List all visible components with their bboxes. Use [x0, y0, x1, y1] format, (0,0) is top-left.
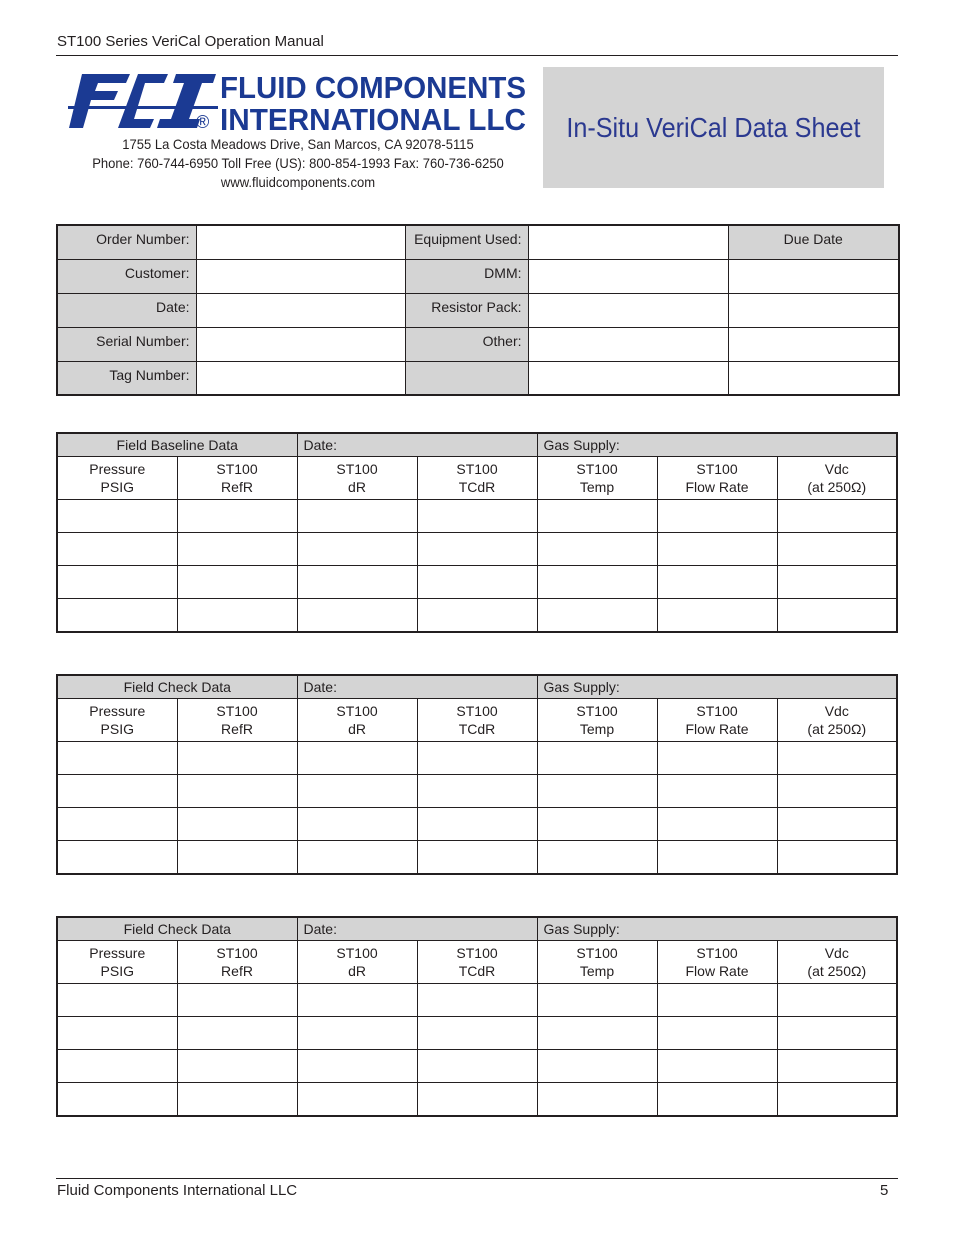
col-header-tcdr: ST100 TCdR — [417, 699, 537, 742]
section-title: Field Check Data — [57, 917, 297, 941]
data-cell[interactable] — [657, 984, 777, 1017]
data-cell[interactable] — [657, 808, 777, 841]
data-cell[interactable] — [777, 984, 897, 1017]
table-row — [57, 984, 897, 1017]
data-cell[interactable] — [417, 1083, 537, 1117]
col-header-pressure: Pressure PSIG — [57, 457, 177, 500]
section-gas-supply-label[interactable]: Gas Supply: — [537, 917, 897, 941]
logo-name-line2: INTERNATIONAL LLC — [220, 102, 526, 132]
data-cell[interactable] — [57, 533, 177, 566]
data-cell[interactable] — [297, 566, 417, 599]
data-cell[interactable] — [537, 808, 657, 841]
data-cell[interactable] — [657, 500, 777, 533]
company-address: 1755 La Costa Meadows Drive, San Marcos, CA 92078-5115 — [122, 136, 474, 152]
col-header-dr: ST100 dR — [297, 457, 417, 500]
field-check-data-table-1 — [56, 674, 898, 875]
data-cell[interactable] — [177, 808, 297, 841]
company-phone: Phone: 760-744-6950 Toll Free (US): 800-854-1993 Fax: 760-736-6250 — [92, 155, 504, 171]
data-cell[interactable] — [777, 775, 897, 808]
section-date-label[interactable]: Date: — [297, 917, 537, 941]
data-cell[interactable] — [297, 1017, 417, 1050]
col-header-dr: ST100 dR — [297, 699, 417, 742]
resistor-pack-label: Resistor Pack: — [405, 293, 528, 327]
data-cell[interactable] — [537, 1017, 657, 1050]
data-cell[interactable] — [657, 1050, 777, 1083]
col-header-refr: ST100 RefR — [177, 699, 297, 742]
data-cell[interactable] — [177, 500, 297, 533]
table-row — [57, 1083, 897, 1117]
data-cell[interactable] — [297, 599, 417, 633]
data-cell[interactable] — [417, 841, 537, 875]
data-cell[interactable] — [777, 1083, 897, 1117]
col-header-temp: ST100 Temp — [537, 457, 657, 500]
table-row — [57, 841, 897, 875]
col-header-temp: ST100 Temp — [537, 699, 657, 742]
data-cell[interactable] — [777, 1017, 897, 1050]
data-cell[interactable] — [57, 1017, 177, 1050]
data-cell[interactable] — [177, 1050, 297, 1083]
fci-logo — [68, 70, 530, 132]
data-cell[interactable] — [57, 984, 177, 1017]
data-cell[interactable] — [777, 533, 897, 566]
field-check-data-table-2 — [56, 916, 898, 1117]
order-info-table — [56, 224, 900, 396]
data-cell[interactable] — [177, 599, 297, 633]
data-cell[interactable] — [657, 775, 777, 808]
blank-label-cell — [405, 361, 528, 395]
data-cell[interactable] — [177, 841, 297, 875]
other-label: Other: — [405, 327, 528, 361]
section-gas-supply-label[interactable]: Gas Supply: — [537, 433, 897, 457]
dmm-due-date-field[interactable] — [728, 259, 899, 293]
company-website: www.fluidcomponents.com — [220, 174, 376, 190]
data-cell[interactable] — [417, 742, 537, 775]
col-header-vdc: Vdc (at 250Ω) — [777, 457, 897, 500]
data-cell[interactable] — [417, 984, 537, 1017]
col-header-dr: ST100 dR — [297, 941, 417, 984]
data-cell[interactable] — [177, 775, 297, 808]
data-cell[interactable] — [537, 533, 657, 566]
tag-number-label: Tag Number: — [57, 361, 196, 395]
data-cell[interactable] — [537, 841, 657, 875]
data-cell[interactable] — [657, 742, 777, 775]
table-row — [57, 742, 897, 775]
data-cell[interactable] — [777, 566, 897, 599]
section-date-label[interactable]: Date: — [297, 433, 537, 457]
equipment-used-field[interactable] — [528, 225, 728, 259]
dmm-label: DMM: — [405, 259, 528, 293]
data-cell[interactable] — [537, 1050, 657, 1083]
data-cell[interactable] — [537, 1083, 657, 1117]
company-contact — [84, 135, 512, 192]
data-cell[interactable] — [417, 500, 537, 533]
serial-number-field[interactable] — [196, 327, 405, 361]
col-header-tcdr: ST100 TCdR — [417, 941, 537, 984]
order-number-label: Order Number: — [57, 225, 196, 259]
section-title: Field Baseline Data — [57, 433, 297, 457]
data-cell[interactable] — [537, 742, 657, 775]
blank-equipment-field[interactable] — [528, 361, 728, 395]
due-date-header: Due Date — [728, 225, 899, 259]
equipment-used-label: Equipment Used: — [405, 225, 528, 259]
col-header-flow-rate: ST100 Flow Rate — [657, 699, 777, 742]
data-cell[interactable] — [297, 775, 417, 808]
data-cell[interactable] — [297, 500, 417, 533]
data-cell[interactable] — [297, 1083, 417, 1117]
data-cell[interactable] — [177, 566, 297, 599]
running-header: ST100 Series VeriCal Operation Manual — [57, 33, 324, 50]
col-header-vdc: Vdc (at 250Ω) — [777, 941, 897, 984]
logo-registered-mark: ® — [196, 112, 210, 132]
data-cell[interactable] — [177, 1083, 297, 1117]
data-cell[interactable] — [417, 1050, 537, 1083]
data-cell[interactable] — [537, 984, 657, 1017]
data-cell[interactable] — [57, 500, 177, 533]
data-cell[interactable] — [297, 533, 417, 566]
customer-field[interactable] — [196, 259, 405, 293]
col-header-pressure: Pressure PSIG — [57, 941, 177, 984]
col-header-pressure: Pressure PSIG — [57, 699, 177, 742]
col-header-temp: ST100 Temp — [537, 941, 657, 984]
table-row — [57, 566, 897, 599]
customer-label: Customer: — [57, 259, 196, 293]
data-cell[interactable] — [777, 599, 897, 633]
data-cell[interactable] — [777, 808, 897, 841]
col-header-refr: ST100 RefR — [177, 941, 297, 984]
dmm-field[interactable] — [528, 259, 728, 293]
table-row — [57, 500, 897, 533]
data-cell[interactable] — [57, 742, 177, 775]
data-cell[interactable] — [177, 533, 297, 566]
section-gas-supply-label[interactable]: Gas Supply: — [537, 675, 897, 699]
footer-rule — [56, 1178, 898, 1179]
table-row — [57, 1050, 897, 1083]
data-cell[interactable] — [177, 984, 297, 1017]
data-cell[interactable] — [657, 533, 777, 566]
table-row — [57, 808, 897, 841]
data-cell[interactable] — [417, 533, 537, 566]
tag-number-field[interactable] — [196, 361, 405, 395]
data-cell[interactable] — [57, 1050, 177, 1083]
data-cell[interactable] — [297, 1050, 417, 1083]
resistor-pack-due-date-field[interactable] — [728, 293, 899, 327]
document-title: In-Situ VeriCal Data Sheet — [566, 111, 861, 143]
col-header-tcdr: ST100 TCdR — [417, 457, 537, 500]
footer-company: Fluid Components International LLC — [57, 1182, 298, 1199]
table-row — [57, 533, 897, 566]
header-rule — [56, 55, 898, 56]
data-cell[interactable] — [417, 599, 537, 633]
col-header-refr: ST100 RefR — [177, 457, 297, 500]
data-cell[interactable] — [297, 841, 417, 875]
data-cell[interactable] — [777, 1050, 897, 1083]
table-row — [57, 599, 897, 633]
blank-due-date-field[interactable] — [728, 361, 899, 395]
data-cell[interactable] — [297, 808, 417, 841]
page-number: 5 — [880, 1182, 889, 1199]
section-title: Field Check Data — [57, 675, 297, 699]
col-header-vdc: Vdc (at 250Ω) — [777, 699, 897, 742]
other-due-date-field[interactable] — [728, 327, 899, 361]
data-cell[interactable] — [417, 566, 537, 599]
data-cell[interactable] — [537, 500, 657, 533]
data-cell[interactable] — [57, 566, 177, 599]
data-cell[interactable] — [657, 1083, 777, 1117]
data-cell[interactable] — [537, 775, 657, 808]
data-cell[interactable] — [177, 742, 297, 775]
data-cell[interactable] — [777, 742, 897, 775]
logo-name-line1: FLUID COMPONENTS — [220, 70, 526, 105]
serial-number-label: Serial Number: — [57, 327, 196, 361]
data-cell[interactable] — [657, 599, 777, 633]
data-cell[interactable] — [777, 841, 897, 875]
data-cell[interactable] — [57, 1083, 177, 1117]
field-baseline-data-table — [56, 432, 898, 633]
other-field[interactable] — [528, 327, 728, 361]
col-header-flow-rate: ST100 Flow Rate — [657, 941, 777, 984]
data-cell[interactable] — [657, 841, 777, 875]
table-row — [57, 775, 897, 808]
title-box — [543, 67, 884, 188]
data-cell[interactable] — [777, 500, 897, 533]
data-cell[interactable] — [657, 1017, 777, 1050]
date-field[interactable] — [196, 293, 405, 327]
data-cell[interactable] — [297, 984, 417, 1017]
data-cell[interactable] — [417, 775, 537, 808]
data-cell[interactable] — [537, 599, 657, 633]
data-cell[interactable] — [177, 1017, 297, 1050]
data-cell[interactable] — [297, 742, 417, 775]
col-header-flow-rate: ST100 Flow Rate — [657, 457, 777, 500]
resistor-pack-field[interactable] — [528, 293, 728, 327]
data-cell[interactable] — [57, 775, 177, 808]
data-cell[interactable] — [57, 841, 177, 875]
date-label: Date: — [57, 293, 196, 327]
data-cell[interactable] — [417, 808, 537, 841]
data-cell[interactable] — [657, 566, 777, 599]
data-cell[interactable] — [57, 599, 177, 633]
order-number-field[interactable] — [196, 225, 405, 259]
data-cell[interactable] — [417, 1017, 537, 1050]
section-date-label[interactable]: Date: — [297, 675, 537, 699]
data-cell[interactable] — [57, 808, 177, 841]
data-cell[interactable] — [537, 566, 657, 599]
table-row — [57, 1017, 897, 1050]
